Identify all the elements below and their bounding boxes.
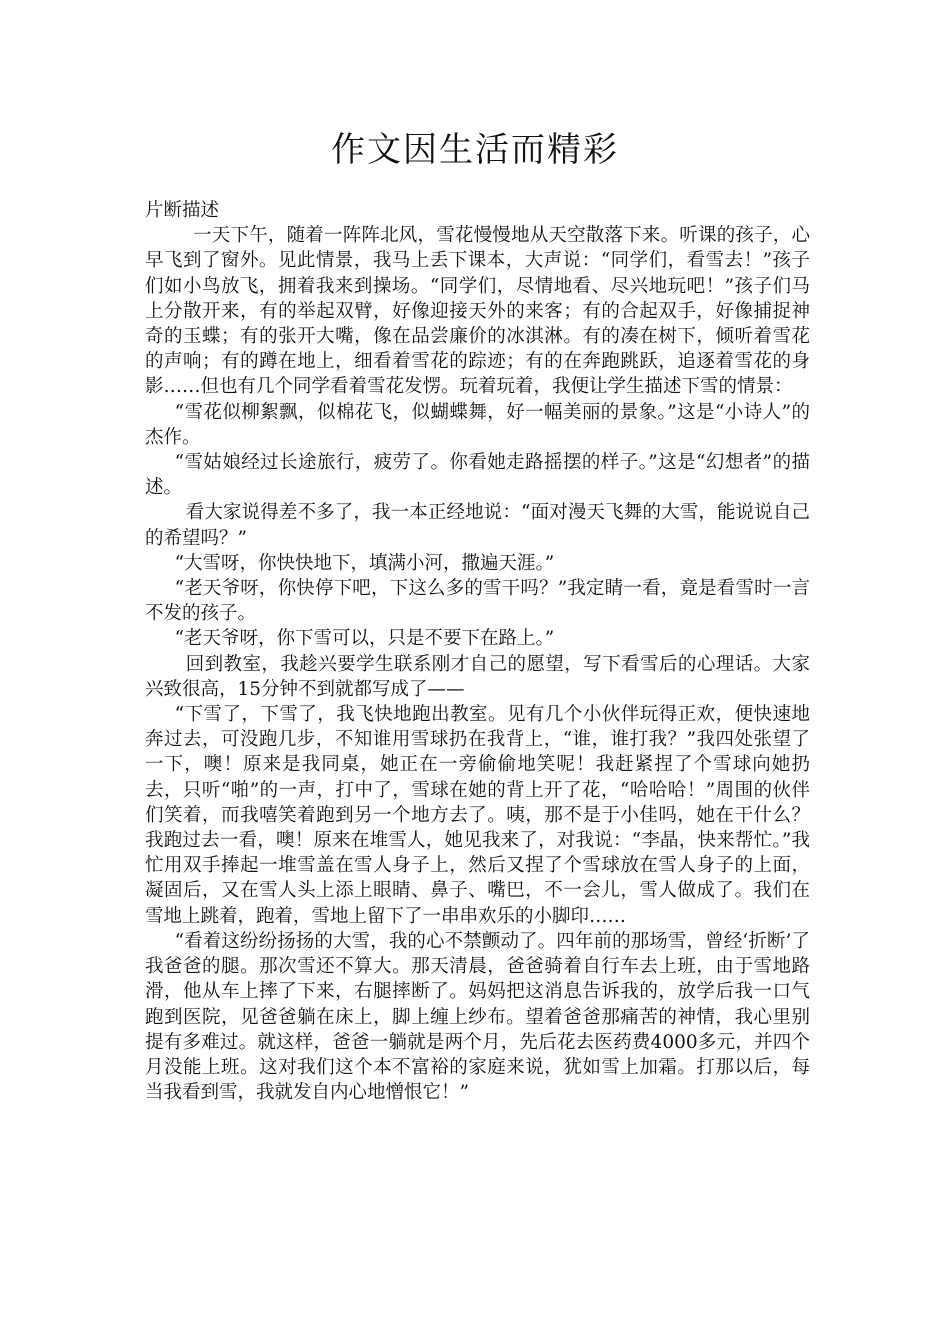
paragraph: 看大家说得差不多了，我一本正经地说：“面对漫天飞舞的大雪，能说说自己的希望吗？”: [145, 502, 810, 549]
paragraph: “看着这纷纷扬扬的大雪，我的心不禁颤动了。四年前的那场雪，曾经‘折断’了我爸爸的腿。那次雪还不算大。那天清晨，爸爸骑着自行车去上班，由于雪地路滑，他从车上摔了下来，右腿摔断了。妈妈把这消息告诉我的，放学后我一口气跑到医院，见爸爸躺在床上，脚上缠上纱布。望着爸爸那痛苦的神情，我心里别提有多难过。就这样，爸爸一躺就是两个月，先后花去医药费4000多元，并四个月没能上班。这对我们这个本不富裕的家庭来说，犹如雪上加霜。打那以后，每当我看到雪，我就发自内心地憎恨它！”: [145, 930, 810, 1104]
paragraph: “大雪呀，你快快地下，填满小河，撒遍天涯。”: [174, 552, 555, 574]
paragraph: 一天下午，随着一阵阵北风，雪花慢慢地从天空散落下来。听课的孩子，心早飞到了窗外。见此情景，我马上丢下课本，大声说：“同学们，看雪去！”孩子们如小鸟放飞，拥着我来到操场。“同学们，尽情地看、尽兴地玩吧！”孩子们马上分散开来，有的举起双臂，好像迎接天外的来客；有的合起双手，好像捕捉神奇的玉蝶；有的张开大嘴，像在品尝廉价的冰淇淋。有的凑在树下，倾听着雪花的声响；有的蹲在地上，细看着雪花的踪迹；有的在奔跑跳跃，追逐着雪花的身影……但也有几个同学看着雪花发愣。玩着玩着，我便让学生描述下雪的情景：: [145, 225, 810, 398]
section-subheading: 片断描述: [145, 200, 220, 221]
paragraph: 回到教室，我趁兴要学生联系刚才自己的愿望，写下看雪后的心理话。大家兴致很高，15分钟不到就都写成了——: [145, 653, 810, 700]
document-title: 作文因生活而精彩: [331, 130, 619, 170]
paragraph: “老天爷呀，你快停下吧，下这么多的雪干吗？”我定睛一看，竟是看雪时一言不发的孩子。: [145, 578, 810, 625]
paragraph: “下雪了，下雪了，我飞快地跑出教室。见有几个小伙伴玩得正欢，便快速地奔过去，可没跑几步，不知谁用雪球扔在我背上，“谁，谁打我？”我四处张望了一下，噢！原来是我同桌，她正在一旁偷偷地笑呢！我赶紧捏了个雪球向她扔去，只听“啪”的一声，打中了，雪球在她的背上开了花，“哈哈哈！”周围的伙伴们笑着，而我嘻笑着跑到另一个地方去了。咦，那不是于小佳吗，她在干什么？我跑过去一看，噢！原来在堆雪人，她见我来了，对我说：“李晶，快来帮忙。”我忙用双手捧起一堆雪盖在雪人身子上，然后又捏了个雪球放在雪人身子的上面，凝固后，又在雪人头上添上眼睛、鼻子、嘴巴，不一会儿，雪人做成了。我们在雪地上跳着，跑着，雪地上留下了一串串欢乐的小脚印……: [145, 704, 810, 927]
document-body: [145, 198, 810, 1105]
paragraph: “雪姑娘经过长途旅行，疲劳了。你看她走路摇摆的样子。”这是“幻想者”的描述。: [145, 452, 810, 499]
paragraph: “雪花似柳絮飘，似棉花飞，似蝴蝶舞，好一幅美丽的景象。”这是“小诗人”的杰作。: [145, 401, 810, 448]
paragraph: “老天爷呀，你下雪可以，只是不要下在路上。”: [174, 628, 555, 650]
